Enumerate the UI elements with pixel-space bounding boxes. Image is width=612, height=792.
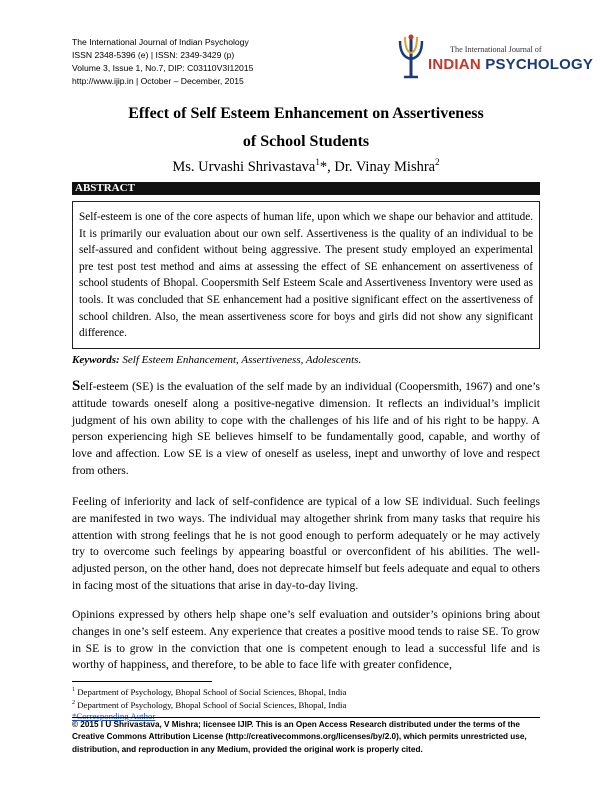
- footnote-2-number: 2: [72, 699, 75, 706]
- author-2-affiliation-mark: 2: [435, 157, 440, 167]
- footnote-2: [72, 698, 540, 711]
- journal-header: [72, 36, 372, 88]
- drop-cap: S: [72, 378, 81, 394]
- body-paragraph-2: Feeling of inferiority and lack of self-confidence are typical of a low SE individual. Such feelings are manifested in two ways. The individual may altogether shrink from many tasks that require his attention with strong feelings that he is not good enough to perform adequately or he may actively try to overcome such feelings by appearing boastful or overconfident of his abilities. The well-adjusted person, on the other hand, does not deprecate himself but feels adequate and equal to others in facing most of the situations that arise in day-to-day living.: [72, 495, 540, 592]
- keywords-text: Self Esteem Enhancement, Assertiveness, Adolescents.: [119, 354, 362, 366]
- footnote-1-number: 1: [72, 687, 75, 693]
- paper-title-line-1: Effect of Self Esteem Enhancement on Assertiveness: [128, 105, 484, 122]
- abstract-text: Self-esteem is one of the core aspects of human life, upon which we shape our behavior and attitude. It is primarily our evaluation about our own self. Assertiveness is the quality of an individual to be self-assured and confident without being aggressive. The present study employed an experimental pre test post test method and aims at assessing the effect of SE enhancement on assertiveness of school students of Bhopal. Coopersmith Self Esteem Scale and Assertiveness Inventory were used as tools. It was concluded that SE enhancement had a positive significant effect on the assertiveness of school children. Also, the mean assertiveness score for boys and girls did not show any significant difference.: [79, 211, 533, 340]
- body-paragraph-1-text: elf-esteem (SE) is the evaluation of the self made by an individual (Coopersmith, 1967) and one’s attitude towards oneself along a positive-negative dimension. It reflects an individual’s implicit judgment of his own ability to cope with the challenges of his life and of his right to be happy. A person experiencing high SE believes himself to be fundamentally good, capable, and worthy of love and affection. Low SE is a view of oneself as useless, inept and unworthy of love and respect from others.: [72, 380, 540, 477]
- journal-name: The International Journal of Indian Psychology: [72, 37, 249, 47]
- body-paragraph-1: [72, 378, 540, 480]
- license-divider: [72, 717, 540, 718]
- logo-top-text: The International Journal of: [450, 45, 542, 54]
- issn-line: ISSN 2348-5396 (e) | ISSN: 2349-3429 (p): [72, 50, 235, 60]
- author-1-affiliation-mark: 1: [315, 157, 320, 167]
- corresponding-mark: *,: [319, 158, 335, 175]
- footnote-2-text: Department of Psychology, Bhopal School of Social Sciences, Bhopal, India: [75, 699, 347, 710]
- keywords-line: [72, 354, 540, 366]
- license-text: © 2015 I U Shrivastava, V Mishra; licensee IJIP. This is an Open Access Research distributed under the terms of the Creative Commons Attribution License (http://creativecommons.org/licenses/by/2.0), which permits unrestricted use, distribution, and reproduction in any Medium, provided the original work is properly cited.: [72, 720, 527, 754]
- volume-line: Volume 3, Issue 1, No.7, DIP: C03110V3I12015: [72, 63, 254, 73]
- keywords-label: Keywords:: [72, 354, 120, 366]
- trident-logo-icon: [394, 33, 428, 81]
- footnote-1-text: Department of Psychology, Bhopal School of Social Sciences, Bhopal, India: [75, 686, 347, 697]
- footnote-1: [72, 685, 540, 698]
- url-dates-line[interactable]: http://www.ijip.in | October – December, 2015: [72, 76, 244, 86]
- author-2: Dr. Vinay Mishra: [334, 158, 436, 175]
- logo-main-text: [428, 56, 593, 73]
- paper-title-line-2: of School Students: [242, 133, 370, 150]
- body-paragraph-3: Opinions expressed by others help shape one’s self evaluation and outsider’s opinions bring about changes in one’s self esteem. Any experience that creates a positive mood tends to raise SE. To grow in SE is to grow in the conviction that one is competent enough to lead a successful life and is worthy of happiness, and therefore, to be able to face life with greater confidence,: [72, 608, 540, 672]
- journal-logo: [392, 33, 594, 83]
- logo-main-text-b: PSYCHOLOGY: [485, 56, 594, 73]
- footnote-divider: [72, 681, 212, 682]
- corresponding-author-link[interactable]: *Corresponding Author: [72, 710, 156, 721]
- logo-main-text-a: INDIAN: [428, 56, 486, 73]
- author-line: [72, 157, 540, 176]
- author-1: Ms. Urvashi Shrivastava: [172, 158, 316, 175]
- abstract-box: [72, 201, 540, 349]
- abstract-heading: ABSTRACT: [72, 182, 540, 195]
